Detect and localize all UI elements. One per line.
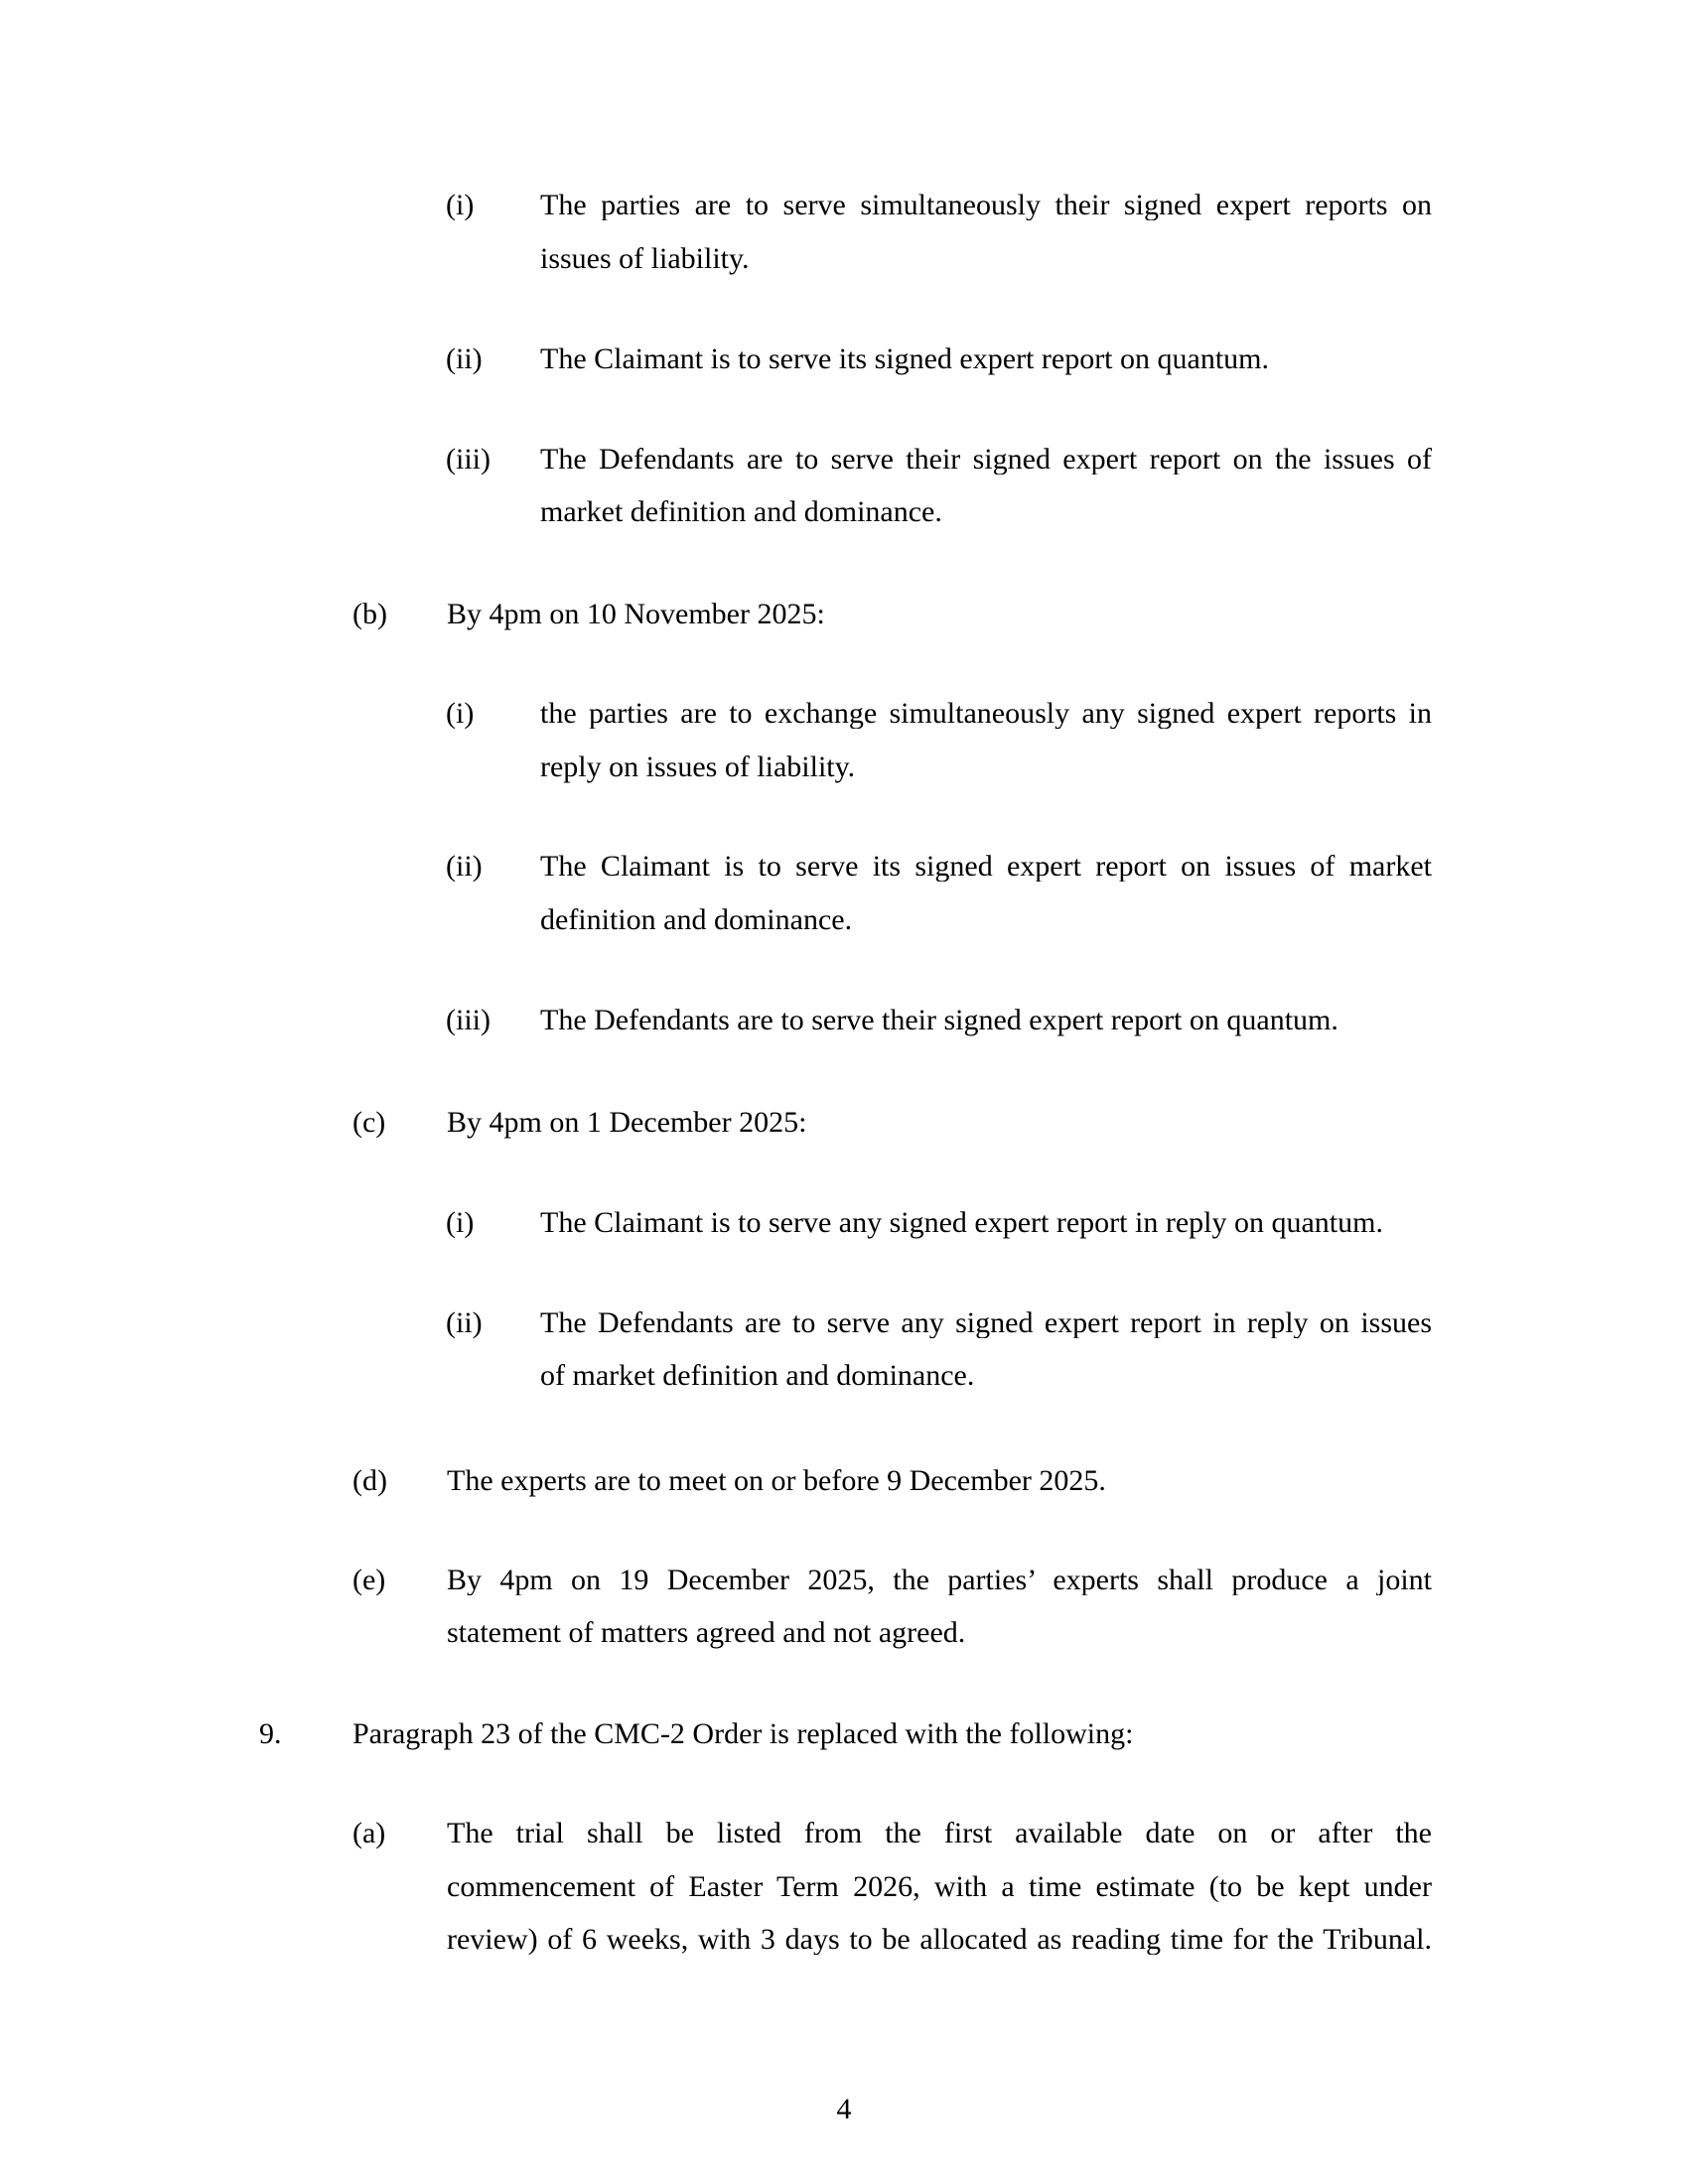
subitem-text-line: The Claimant is to serve its signed expert report on issues of market [540,852,1432,882]
item-text: The experts are to meet on or before 9 December 2025. [447,1464,1106,1497]
subitem-text-line: of market definition and dominance. [540,1359,975,1392]
item-text-line: review) of 6 weeks, with 3 days to be allocated as reading time for the Tribunal. [447,1925,1432,1955]
item-heading: By 4pm on 10 November 2025: [447,598,825,630]
subitem-label: (i) [446,189,475,221]
item-label: (d) [352,1464,387,1497]
subitem-label: (iii) [446,1004,491,1036]
item-text-line: commencement of Easter Term 2026, with a time estimate (to be kept under [447,1872,1432,1902]
paragraph-text: Paragraph 23 of the CMC-2 Order is replaced with the following: [352,1717,1134,1750]
item-label: (a) [352,1817,386,1849]
subitem-text-line: reply on issues of liability. [540,751,856,783]
subitem-label: (ii) [446,342,483,375]
subitem-label: (iii) [446,443,491,476]
subitem-text-line: The Claimant is to serve its signed expert report on quantum. [540,342,1270,375]
subitem-label: (ii) [446,1306,483,1339]
item-text-line: By 4pm on 19 December 2025, the parties’ experts shall produce a joint [447,1566,1432,1595]
item-text-line: statement of matters agreed and not agreed. [447,1616,966,1649]
subitem-text-line: market definition and dominance. [540,495,942,528]
subitem-text-line: issues of liability. [540,242,750,275]
subitem-text-line: The Defendants are to serve their signed expert report on quantum. [540,1004,1338,1036]
subitem-text-line: the parties are to exchange simultaneously any signed expert reports in [540,699,1432,729]
subitem-label: (i) [446,1206,475,1239]
subitem-text-line: The parties are to serve simultaneously their signed expert reports on [540,191,1432,220]
item-heading: By 4pm on 1 December 2025: [447,1106,807,1139]
item-text-line: The trial shall be listed from the first available date on or after the [447,1819,1432,1848]
item-label: (c) [352,1106,386,1139]
subitem-text-line: definition and dominance. [540,903,853,936]
subitem-text-line: The Defendants are to serve their signed expert report on the issues of [540,445,1432,475]
subitem-text-line: The Claimant is to serve any signed expert report in reply on quantum. [540,1206,1383,1239]
subitem-text-line: The Defendants are to serve any signed expert report in reply on issues [540,1308,1432,1338]
subitem-label: (i) [446,697,475,730]
page-number: 4 [836,2093,852,2125]
item-label: (b) [352,598,387,630]
subitem-label: (ii) [446,850,483,883]
item-label: (e) [352,1564,386,1596]
paragraph-number: 9. [259,1717,282,1750]
